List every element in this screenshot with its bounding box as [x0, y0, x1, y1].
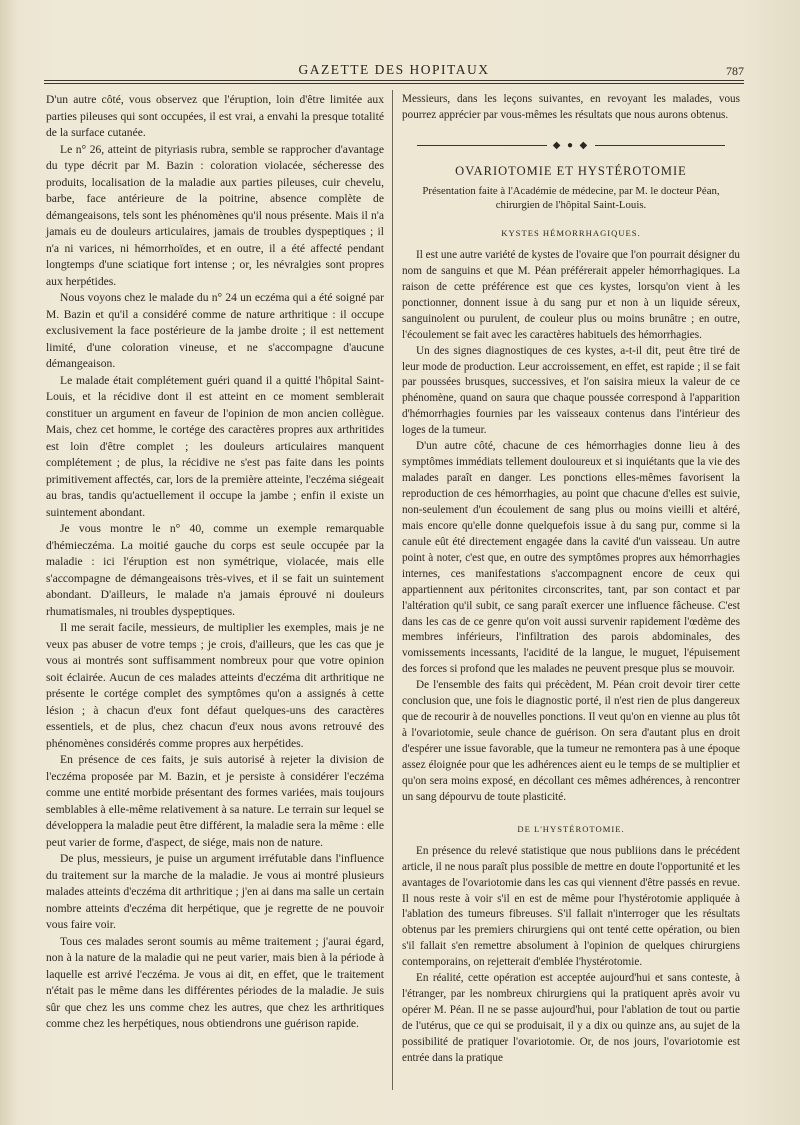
paragraph: En présence du relevé statistique que nous publiions dans le précédent article, il ne nous paraît plus possible de mettre en doute l'opportunité et les avantages de l'ovariotomie dans les cas qui viennent d'être passés en revue. Il nous reste à voir s'il en est de même pour l'hystérotomie appliquée à l'ablation des tumeurs fibreuses. S'il fallait n'interroger que les résultats obtenus par les premiers chirurgiens qui ont tenté cette opération, ou bien s'il fallait s'en remettre absolument à l'opinion de quelques chirurgiens contemporains, on rejetterait d'emblée l'hystérotomie.: [402, 844, 740, 969]
paragraph: Un des signes diagnostiques de ces kystes, a-t-il dit, peut être tiré de leur mode de production. Leur accroissement, en effet, est rapide ; il se fait par poussées brusques, successives, et l'on saisira mieux la valeur de ce phénomène, quand on saura que chaque poussée correspond à l'apparition d'hémorrhagies fournies par les vaisseaux contenus dans l'intérieur des loges de la tumeur.: [402, 344, 740, 437]
ornament-line: [417, 145, 547, 146]
paragraph: En présence de ces faits, je suis autorisé à rejeter la division de l'eczéma proposée par M. Bazin, et je persiste à considérer l'eczéma comme une entité morbide présentant des formes variées, mais toujours semblables à elle-même relativement à sa nature. Le terrain sur lequel se développera la maladie peut être différent, la maladie sera la même : elle peut varier de forme, d'aspect, de siége, mais non de nature.: [46, 753, 384, 849]
journal-title: GAZETTE DES HOPITAUX: [298, 62, 490, 77]
paragraph: Il me serait facile, messieurs, de multiplier les exemples, mais je ne veux pas abuser de votre temps ; je crois, d'ailleurs, que les cas que je vous ai montrés sont suffisamment nombreux pour que votre opinion soit éclairée. Aucun de ces malades atteints d'eczéma dit arthritique ne présente le cortége complet des symptômes qu'on a assignés à cette lésion ; à chacun d'eux font défaut quelques-uns des caractères essentiels, et de plus, chez chacun d'eux nous avons retrouvé des phénomènes considérés comme propres aux herpétides.: [46, 621, 384, 750]
section-ornament: [402, 138, 740, 154]
paragraph: Nous voyons chez le malade du n° 24 un eczéma qui a été soigné par M. Bazin et qu'il a considéré comme de nature arthritique : il occupe exclusivement la face postérieure de la jambe droite ; il est nettement limité, d'une coloration vineuse, et ne s'accompagne d'aucune démangeaison.: [46, 291, 384, 370]
paragraph: Le malade était complétement guéri quand il a quitté l'hôpital Saint-Louis, et la récidive dont il est atteint en ce moment semblerait constituer un argument en faveur de l'opinion de mon ancien collègue. Mais, chez cet homme, le cortége des caractères propres aux arthritides est loin d'être complet ; les douleurs articulaires manquent complétement ; de plus, la récidive ne s'est pas faite dans les points primitivement affectés, car, lors de la première atteinte, l'eczéma siégeait au bras, tandis qu'actuellement il occupe la jambe ; enfin il existe un suintement abondant.: [46, 373, 384, 519]
paragraph: Il est une autre variété de kystes de l'ovaire que l'on pourrait désigner du nom de sanguins et que M. Péan préférerait appeler hémorrhagiques. La raison de cette préférence est que ces kystes, lorsqu'on vient à les ponctionner, donnent issue à du sang pur et non à un liquide séreux, sanguinolent ou purulent, de couleur plus ou moins brunâtre ; en outre, l'écoulement se fait avec les caractères habituels des hémorrhagies.: [402, 248, 740, 341]
paragraph: D'un autre côté, vous observez que l'éruption, loin d'être limitée aux parties pileuses qui sont occupées, il est vrai, a envahi la presque totalité de la surface cutanée.: [46, 93, 384, 139]
paragraph: Le n° 26, atteint de pityriasis rubra, semble se rapprocher d'avantage du type décrit par M. Bazin : coloration violacée, sécheresse des produits, localisation de la maladie aux parties pileuses, cuir chevelu, barbe, face antérieure de la poitrine, absence complète de démangeaisons, tels sont les phénomènes qu'il nous présente. Mais il n'a jamais eu de douleurs articulaires, jamais de troubles dyspeptiques ; il n'a ni varices, ni hémorrhoïdes, et en outre, il a été affecté pendant longtemps d'une sciatique fort intense ; or, les névralgies sont propres aux herpétides.: [46, 142, 384, 288]
left-column: [46, 92, 384, 1102]
subheading: KYSTES HÉMORRHAGIQUES.: [501, 228, 641, 239]
paragraph: Je vous montre le n° 40, comme un exemple remarquable d'hémieczéma. La moitié gauche du corps est seule occupée par la maladie : ici l'éruption est non symétrique, violacée, mais elle s'accompagne de démangeaisons très-vives, et il se fait un suintement abondant. D'ailleurs, le malade n'a jamais éprouvé ni douleurs rhumatismales, ni troubles dyspeptiques.: [46, 522, 384, 618]
ornament-line: [595, 145, 725, 146]
paragraph: De plus, messieurs, je puise un argument irréfutable dans l'influence du traitement sur la marche de la maladie. Je vous ai montré plusieurs malades atteints d'eczéma dit arthritique ; j'en ai dans ma salle un certain nombre atteints d'eczéma dit herpétique, que je regrette de ne pouvoir vous faire voir.: [46, 852, 384, 931]
section-title: OVARIOTOMIE ET HYSTÉROTOMIE: [455, 164, 687, 179]
page-header: [44, 56, 744, 80]
ornament-dots: ◆ ● ◆: [552, 139, 590, 151]
column-divider: [392, 90, 393, 1090]
paragraph: Tous ces malades seront soumis au même traitement ; j'aurai égard, non à la nature de la maladie qui ne peut varier, mais bien à la période à laquelle est arrivé l'eczéma. Je vous ai dit, en effet, que le traitement n'était pas le même dans les différentes périodes de la maladie. Je suis sûr que chez les uns comme chez les autres, que chez les arthritiques comme chez les herpétiques, nous obtiendrons une guérison rapide.: [46, 934, 384, 1030]
right-column: [402, 92, 740, 1102]
paragraph: D'un autre côté, chacune de ces hémorrhagies donne lieu à des symptômes immédiats tellement douloureux et si inquiétants que la vie des malades paraît en danger. Les ponctions elles-mêmes favorisent la reproduction de ces hémorrhagies, au point que chacune d'elles est suivie, non-seulement d'un écoulement de sang plus ou moins vieilli et altéré, mais encore qu'elle donne quelquefois issue à du sang pur, comme si la canule eût été directement engagée dans la cavité d'un vaisseau. Un autre point à noter, c'est que, en outre des symptômes propres aux hémorrhagies internes, ces manifestations s'accompagnent encore de ceux qui appartiennent aux péritonites circonscrites, tant, par son contact et par l'altération qu'il subit, ce sang paraît exercer une influence fâcheuse. C'est dans les cas de ce genre qu'on voit aussi survenir rapidement l'œdème des membres inférieurs, l'infiltration des parois abdominales, des vomissements incessants, l'acidité de la langue, le muguet, l'épuisement des forces si profond que les malades ne peuvent presque plus se mouvoir.: [402, 440, 740, 676]
header-rule-top: [44, 80, 744, 81]
paragraph: De l'ensemble des faits qui précèdent, M. Péan croit devoir tirer cette conclusion que, une fois le diagnostic porté, il n'est rien de plus dangereux que de recourir à de nouvelles ponctions. Il veut qu'on en vienne au plus tôt à l'ovariotomie, seule chance de guérison. On sera d'autant plus en droit d'espérer une issue favorable, que la tumeur ne remontera pas à une époque assez éloignée pour que les adhérences aient eu le temps de se multiplier et qu'on sera moins exposé, en décollant ces mêmes adhérences, à rencontrer un sang dépourvu de toute plasticité.: [402, 679, 740, 803]
subheading: DE L'HYSTÉROTOMIE.: [517, 823, 625, 834]
paragraph: En réalité, cette opération est acceptée aujourd'hui et sans conteste, à l'étranger, par les nombreux chirurgiens qui la pratiquent après avoir vu opérer M. Péan. Il ne se passe aujourd'hui, pour l'ablation de tout ou partie de l'utérus, que ce qui se produisait, il y a dix ou quinze ans, au sujet de la possibilité de pratiquer l'ovariotomie. Or, de nos jours, l'ovariotomie est entrée dans la pratique: [402, 972, 740, 1064]
paragraph: Messieurs, dans les leçons suivantes, en revoyant les malades, vous pourrez apprécier par vous-mêmes les résultats que nous aurons obtenus.: [402, 93, 740, 121]
page-number: 787: [726, 64, 744, 78]
header-rule-bottom: [44, 83, 744, 84]
section-subtitle: Présentation faite à l'Académie de médecine, par M. le docteur Péan, chirurgien de l'hôpital Saint-Louis.: [422, 185, 720, 212]
